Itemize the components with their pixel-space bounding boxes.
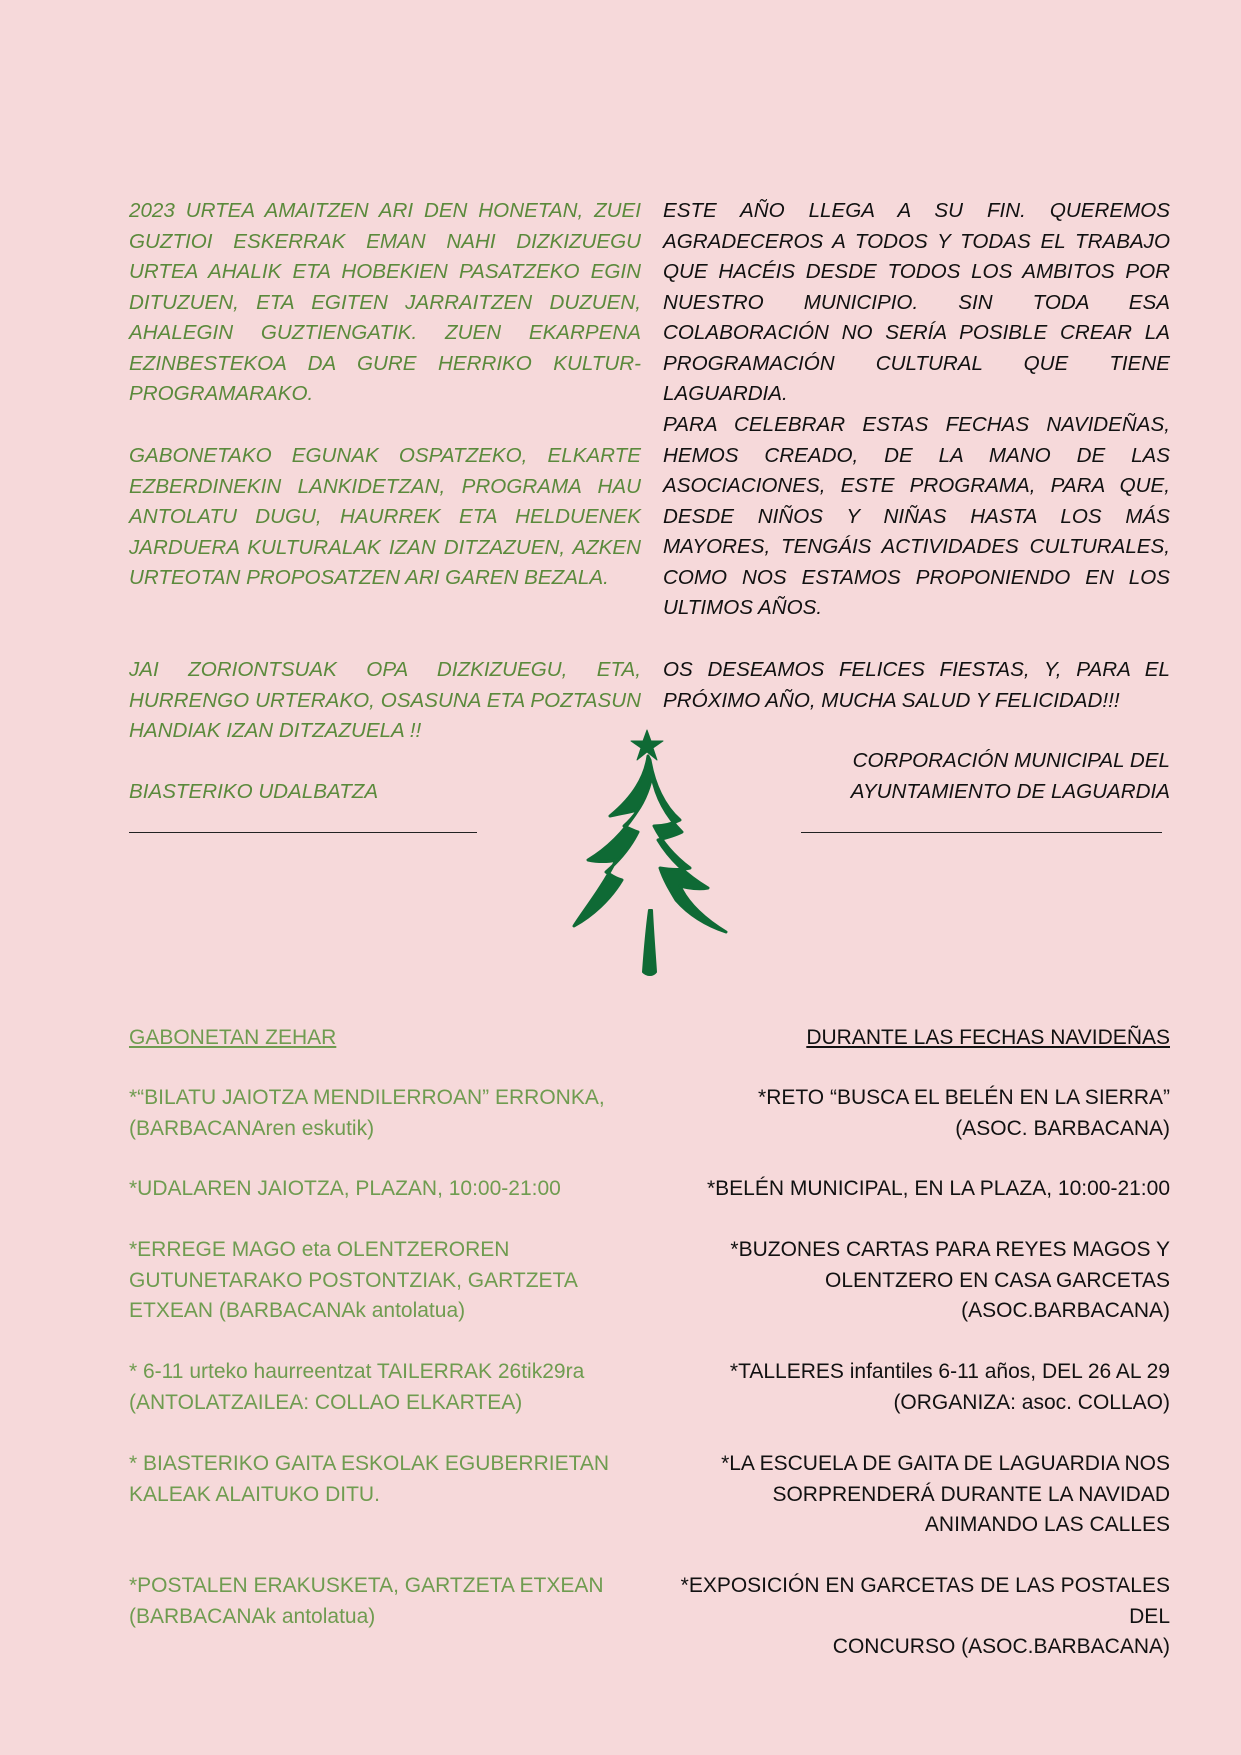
es-signature-line-2: AYUNTAMIENTO DE LAGUARDIA (850, 779, 1170, 803)
eu-item-line: * BIASTERIKO GAITA ESKOLAK EGUBERRIETAN (129, 1452, 610, 1475)
es-signature-line (801, 832, 1162, 833)
eu-intro-paragraph-1: 2023 URTEA AMAITZEN ARI DEN HONETAN, ZUEI GUZTIOI ESKERRAK EMAN NAHI DIZKIZUEGU URTEA AHALIK ETA HOBEKIEN PASATZEKO EGIN DITUZUEN, ETA EGITEN JARRAITZEN DUZUEN, AHALEGIN GUZTIENGATIK. ZUEN EKARPENA EZINBESTEKOA DA GURE HERRIKO KULTUR-PROGRAMARAKO. (129, 199, 641, 405)
eu-item-line: *POSTALEN ERAKUSKETA, GARTZETA ETXEAN (129, 1574, 604, 1597)
eu-item-line: * 6-11 urteko haurreentzat TAILERRAK 26tik29ra (129, 1360, 585, 1383)
es-item-line: CONCURSO (ASOC.BARBACANA) (832, 1635, 1170, 1658)
es-item-line: (ASOC.BARBACANA) (961, 1299, 1170, 1322)
es-signature-line-1: CORPORACIÓN MUNICIPAL DEL (852, 749, 1170, 772)
eu-program-item-belen (129, 1174, 641, 1205)
es-item-line: *TALLERES infantiles 6-11 años, DEL 26 AL 29 (729, 1360, 1170, 1383)
eu-program-heading: GABONETAN ZEHAR (129, 1026, 337, 1049)
christmas-tree-icon (560, 720, 750, 990)
es-item-line: *BUZONES CARTAS PARA REYES MAGOS Y (730, 1238, 1170, 1261)
es-program-heading: DURANTE LAS FECHAS NAVIDEÑAS (806, 1026, 1170, 1049)
eu-item-line: *ERREGE MAGO eta OLENTZEROREN (129, 1238, 510, 1261)
es-item-line: *BELÉN MUNICIPAL, EN LA PLAZA, 10:00-21:00 (707, 1177, 1170, 1200)
es-program-item-talleres (663, 1357, 1170, 1418)
es-program-item-gaita (663, 1449, 1170, 1541)
eu-item-line: (BARBACANAren eskutik) (129, 1116, 375, 1140)
es-item-line: *RETO “BUSCA EL BELÉN EN LA SIERRA” (758, 1086, 1170, 1109)
es-item-line: OLENTZERO EN CASA GARCETAS (824, 1268, 1170, 1292)
eu-item-line: (BARBACANAk antolatua) (129, 1604, 376, 1628)
es-program-item-buzones (663, 1235, 1170, 1327)
eu-program-item-talleres (129, 1357, 641, 1418)
eu-signature: BIASTERIKO UDALBATZA (129, 780, 379, 803)
es-intro-paragraph-1: ESTE AÑO LLEGA A SU FIN. QUEREMOS AGRADECEROS A TODOS Y TODAS EL TRABAJO QUE HACÉIS DESDE TODOS LOS AMBITOS POR NUESTRO MUNICIPIO. SIN TODA ESA COLABORACIÓN NO SERÍA POSIBLE CREAR LA PROGRAMACIÓN CULTURAL QUE TIENE LAGUARDIA. (663, 199, 1170, 405)
eu-item-line: KALEAK ALAITUKO DITU. (129, 1482, 380, 1506)
eu-item-line: ETXEAN (BARBACANAk antolatua) (129, 1299, 466, 1322)
es-item-line: (ASOC. BARBACANA) (955, 1116, 1170, 1140)
es-item-line: (ORGANIZA: asoc. COLLAO) (893, 1390, 1170, 1414)
es-intro-paragraph-2: PARA CELEBRAR ESTAS FECHAS NAVIDEÑAS, HEMOS CREADO, DE LA MANO DE LAS ASOCIACIONES, ESTE PROGRAMA, PARA QUE, DESDE NIÑOS Y NIÑAS HASTA LOS MÁS MAYORES, TENGÁIS ACTIVIDADES CULTURALES, COMO NOS ESTAMOS PROPONIENDO EN LOS ULTIMOS AÑOS. (663, 413, 1170, 619)
eu-program-item-buzones (129, 1235, 641, 1327)
eu-program-item-reto (129, 1083, 641, 1144)
eu-program-item-postales (129, 1571, 641, 1632)
es-greeting-paragraph: OS DESEAMOS FELICES FIESTAS, Y, PARA EL PRÓXIMO AÑO, MUCHA SALUD Y FELICIDAD!!! (663, 658, 1170, 712)
es-program-item-belen (663, 1174, 1170, 1205)
es-program-item-reto (663, 1083, 1170, 1144)
es-item-line: ANIMANDO LAS CALLES (924, 1513, 1170, 1536)
es-item-line: *EXPOSICIÓN EN GARCETAS DE LAS POSTALES DEL (680, 1574, 1170, 1628)
eu-signature-line (129, 832, 477, 833)
es-item-line: *LA ESCUELA DE GAITA DE LAGUARDIA NOS (721, 1452, 1170, 1475)
eu-program-item-gaita (129, 1449, 641, 1510)
es-item-line: SORPRENDERÁ DURANTE LA NAVIDAD (772, 1482, 1170, 1506)
es-program-item-postales (663, 1571, 1170, 1663)
eu-item-line: *UDALAREN JAIOTZA, PLAZAN, 10:00-21:00 (129, 1177, 561, 1200)
eu-item-line: (ANTOLATZAILEA: COLLAO ELKARTEA) (129, 1390, 523, 1414)
eu-item-line: *“BILATU JAIOTZA MENDILERROAN” ERRONKA, (129, 1086, 605, 1109)
eu-intro-paragraph-2: GABONETAKO EGUNAK OSPATZEKO, ELKARTE EZBERDINEKIN LANKIDETZAN, PROGRAMA HAU ANTOLATU DUGU, HAURREK ETA HELDUENEK JARDUERA KULTURALAK IZAN DITZAZUEN, AZKEN URTEOTAN PROPOSATZEN ARI GAREN BEZALA. (129, 444, 641, 589)
eu-item-line: GUTUNETARAKO POSTONTZIAK, GARTZETA (129, 1268, 578, 1292)
eu-greeting-paragraph: JAI ZORIONTSUAK OPA DIZKIZUEGU, ETA, HURRENGO URTERAKO, OSASUNA ETA POZTASUN HANDIAK IZAN DITZAZUELA !! (129, 658, 641, 742)
